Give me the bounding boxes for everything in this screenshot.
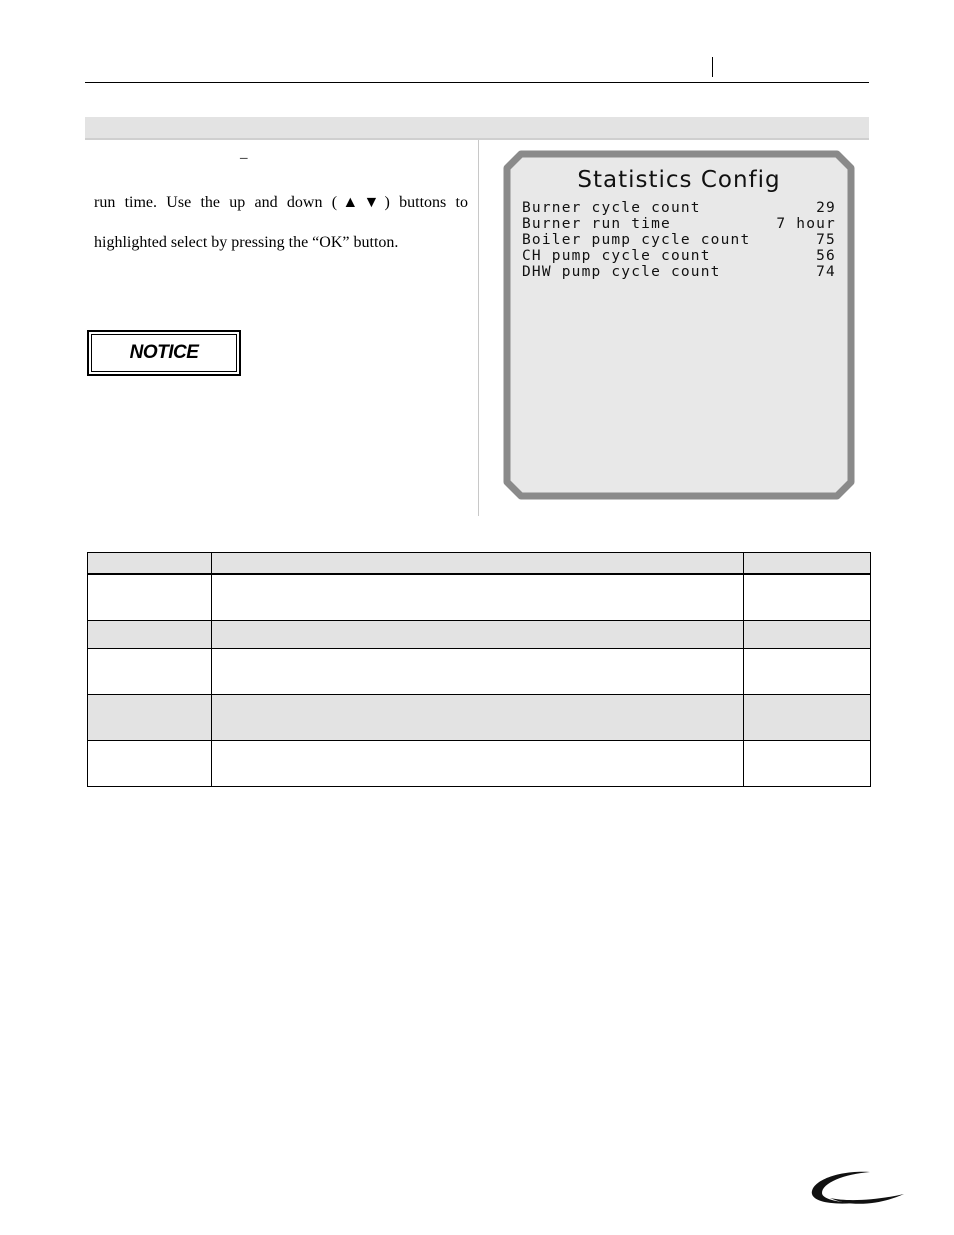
intro-dash: – bbox=[240, 150, 248, 166]
section-header-bar bbox=[85, 117, 869, 140]
notice-badge bbox=[87, 330, 241, 376]
table-row bbox=[88, 741, 871, 787]
stat-label: Burner cycle count bbox=[522, 200, 701, 216]
table-header-cell bbox=[744, 553, 871, 575]
table-header-cell bbox=[212, 553, 744, 575]
table-row bbox=[88, 695, 871, 741]
table-header-row bbox=[88, 553, 871, 575]
table-cell bbox=[212, 741, 744, 787]
stat-row-burner-cycle-count[interactable] bbox=[522, 200, 836, 216]
table-cell bbox=[88, 574, 212, 621]
stat-label: Boiler pump cycle count bbox=[522, 232, 751, 248]
table-cell bbox=[744, 695, 871, 741]
intro-line-1: run time. Use the up and down (▲▼) buttons to bbox=[94, 194, 468, 211]
table-cell bbox=[744, 741, 871, 787]
table-row bbox=[88, 574, 871, 621]
table-cell bbox=[744, 621, 871, 649]
table-cell bbox=[88, 741, 212, 787]
table-cell bbox=[212, 649, 744, 695]
header-tick bbox=[712, 57, 713, 77]
table-cell bbox=[212, 574, 744, 621]
table-cell bbox=[88, 649, 212, 695]
table-cell bbox=[744, 649, 871, 695]
stat-label: Burner run time bbox=[522, 216, 671, 232]
stat-value: 29 bbox=[816, 200, 836, 216]
stat-value: 7 hour bbox=[776, 216, 836, 232]
header-rule bbox=[85, 82, 869, 83]
stat-label: DHW pump cycle count bbox=[522, 264, 721, 280]
table-cell bbox=[88, 695, 212, 741]
column-divider bbox=[478, 140, 479, 516]
table-cell bbox=[744, 574, 871, 621]
stat-row-burner-run-time[interactable] bbox=[522, 216, 836, 232]
table-cell bbox=[88, 621, 212, 649]
table-row bbox=[88, 649, 871, 695]
swoosh-logo-icon bbox=[808, 1168, 908, 1210]
stat-value: 75 bbox=[816, 232, 836, 248]
table-header-cell bbox=[88, 553, 212, 575]
lcd-screen-title: Statistics Config bbox=[577, 167, 781, 193]
notice-label: NOTICE bbox=[91, 334, 237, 372]
stat-row-ch-pump-cycle-count[interactable] bbox=[522, 248, 836, 264]
table-row bbox=[88, 621, 871, 649]
stat-row-dhw-pump-cycle-count[interactable] bbox=[522, 264, 836, 280]
stat-value: 56 bbox=[816, 248, 836, 264]
stat-label: CH pump cycle count bbox=[522, 248, 711, 264]
table-cell bbox=[212, 621, 744, 649]
lcd-statistics-list bbox=[522, 200, 836, 280]
stat-row-boiler-pump-cycle-count[interactable] bbox=[522, 232, 836, 248]
intro-line-2: highlighted select by pressing the “OK” button. bbox=[94, 234, 399, 251]
table-cell bbox=[212, 695, 744, 741]
parameter-table bbox=[87, 552, 871, 787]
stat-value: 74 bbox=[816, 264, 836, 280]
